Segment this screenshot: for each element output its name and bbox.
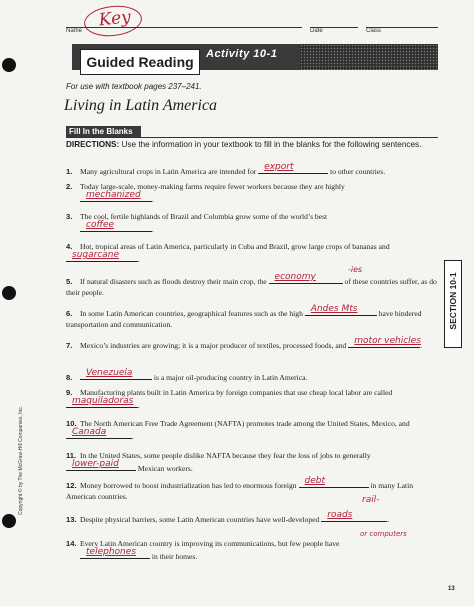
handwritten-answer: Venezuela [86,368,133,378]
answer-blank[interactable] [80,222,152,232]
question-14 [66,538,438,562]
banner-pattern [300,44,438,70]
question-7 [66,338,438,351]
activity-label: Activity 10-1 [206,48,278,60]
question-text-after: . [420,341,423,350]
question-text: Today large-scale, money-making farms require fewer workers because they are highly [80,182,345,191]
question-text: Every Latin American country is improving its communications, but few people have [80,539,340,548]
class-line [366,27,438,28]
class-label: Class [366,28,382,34]
answer-blank[interactable] [80,549,150,559]
answer-blank[interactable] [321,510,390,524]
question-text: Despite physical barriers, some Latin American countries have well-developed [80,515,320,524]
question-number: 10. [66,419,77,428]
textbook-pages-note: For use with textbook pages 237–241. [66,82,202,91]
name-label: Name [66,28,83,34]
handwritten-key-mark [83,3,144,39]
question-text-after: . [387,515,390,524]
page-title: Living in Latin America [64,97,218,114]
question-text-after: . [138,401,140,410]
question-text: In the United States, some people dislike NAFTA because they fear the loss of jobs to generally [80,451,371,460]
question-text-after: is a major oil-producing country in Latin America. [153,373,308,382]
question-number: 9. [66,388,73,397]
page-number: 13 [448,586,455,592]
question-text: The North American Free Trade Agreement (NAFTA) promotes trade among the United States, Mexico, and [80,419,410,428]
question-text: Mexico’s industries are growing; it is a major producer of textiles, processed foods, and [80,341,347,350]
directions-label: DIRECTIONS: [66,140,120,149]
handwritten-correction: -ies [348,265,363,274]
question-text: Manufacturing plants built in Latin America by foreign companies that use cheap local labor are called [80,388,393,397]
question-text: Hot, tropical areas of Latin America, particularly in Cuba and Brazil, grow large crops of bananas and [80,242,390,251]
question-10 [66,418,438,442]
question-2 [66,181,438,205]
question-number: 14. [66,539,77,548]
copyright-notice: Copyright © by The McGraw-Hill Companies, Inc. [18,405,24,515]
question-number: 12. [66,481,77,490]
answer-blank[interactable] [66,398,138,408]
key-text: Key [97,7,132,31]
handwritten-answer: telephones [86,547,136,557]
handwritten-answer: economy [274,272,316,282]
date-line [310,27,358,28]
answer-blank[interactable] [80,370,152,380]
handwritten-answer: Canada [72,427,107,437]
question-number: 3. [66,212,73,221]
answer-blank[interactable] [80,192,152,202]
question-number: 2. [66,182,73,191]
question-number: 8. [66,373,73,382]
question-8 [66,370,438,383]
handwritten-answer: debt [304,476,325,486]
question-number: 4. [66,242,73,251]
handwritten-answer: sugarcane [72,250,120,260]
question-3 [66,211,438,235]
question-13 [66,512,438,525]
handwritten-answer: motor vehicles [354,336,421,346]
question-text-after: . [132,432,134,441]
question-text-after: Mexican workers. [137,464,193,473]
question-5 [66,274,438,298]
directions-text: Use the information in your textbook to fill in the blanks for the following sentences. [121,140,422,149]
question-1 [66,164,438,177]
answer-blank[interactable] [66,429,132,439]
handwritten-answer: Andes Mts [310,304,358,314]
question-text: The cool, fertile highlands of Brazil and Columbia grow some of the world’s best [80,212,328,221]
question-12 [66,478,438,502]
question-number: 5. [66,277,73,286]
question-text-after: . [152,225,154,234]
question-4 [66,241,438,265]
handwritten-answer: coffee [86,220,115,230]
guided-reading-label: Guided Reading [80,49,200,75]
question-text-after: . [138,255,140,264]
answer-blank[interactable] [299,478,369,488]
question-text-after: . [152,195,154,204]
question-text-after: in their homes. [151,552,198,561]
answer-blank[interactable] [305,306,377,316]
punch-hole-top [2,58,16,72]
question-number: 13. [66,515,77,524]
answer-blank[interactable] [258,164,328,174]
question-text: If natural disasters such as floods destroy their main crop, the [80,277,267,286]
answer-blank[interactable] [348,336,423,350]
handwritten-answer: roads [327,510,353,520]
date-label: Date [310,28,323,34]
handwritten-answer: mechanized [86,190,141,200]
question-text-after: have hindered transportation and communication. [66,309,422,329]
question-number: 7. [66,341,73,350]
section-side-tab-label: SECTION 10-1 [448,272,458,330]
question-6 [66,306,438,330]
question-text: Many agricultural crops in Latin America are intended for [80,167,257,176]
handwritten-note-above: rail- [362,495,380,505]
section-side-tab [444,260,462,348]
section-tab-fill-in-blanks: Fill In the Blanks [66,126,141,137]
question-number: 6. [66,309,73,318]
punch-hole-bottom [2,514,16,528]
handwritten-note-below: or computers [360,530,407,538]
question-number: 11. [66,451,77,460]
question-text: In some Latin American countries, geographical features such as the high [80,309,303,318]
directions [66,140,426,151]
question-9 [66,387,438,411]
name-line [66,27,302,28]
answer-blank[interactable] [66,461,136,471]
section-rule [66,137,438,138]
question-number: 1. [66,167,73,176]
answer-blank[interactable] [66,252,138,262]
question-text: Money borrowed to boost industrialization has led to enormous foreign [80,481,297,490]
handwritten-answer: maquiladoras [72,396,134,406]
question-text-after: in many Latin American countries. [66,481,414,501]
question-11 [66,450,438,474]
handwritten-answer: lower-paid [72,459,119,469]
question-text-after: to other countries. [330,167,386,176]
answer-blank[interactable] [269,274,343,284]
punch-hole-middle [2,286,16,300]
handwritten-answer: export [264,162,294,172]
question-text-after: of these countries suffer, as do their people. [66,277,437,297]
